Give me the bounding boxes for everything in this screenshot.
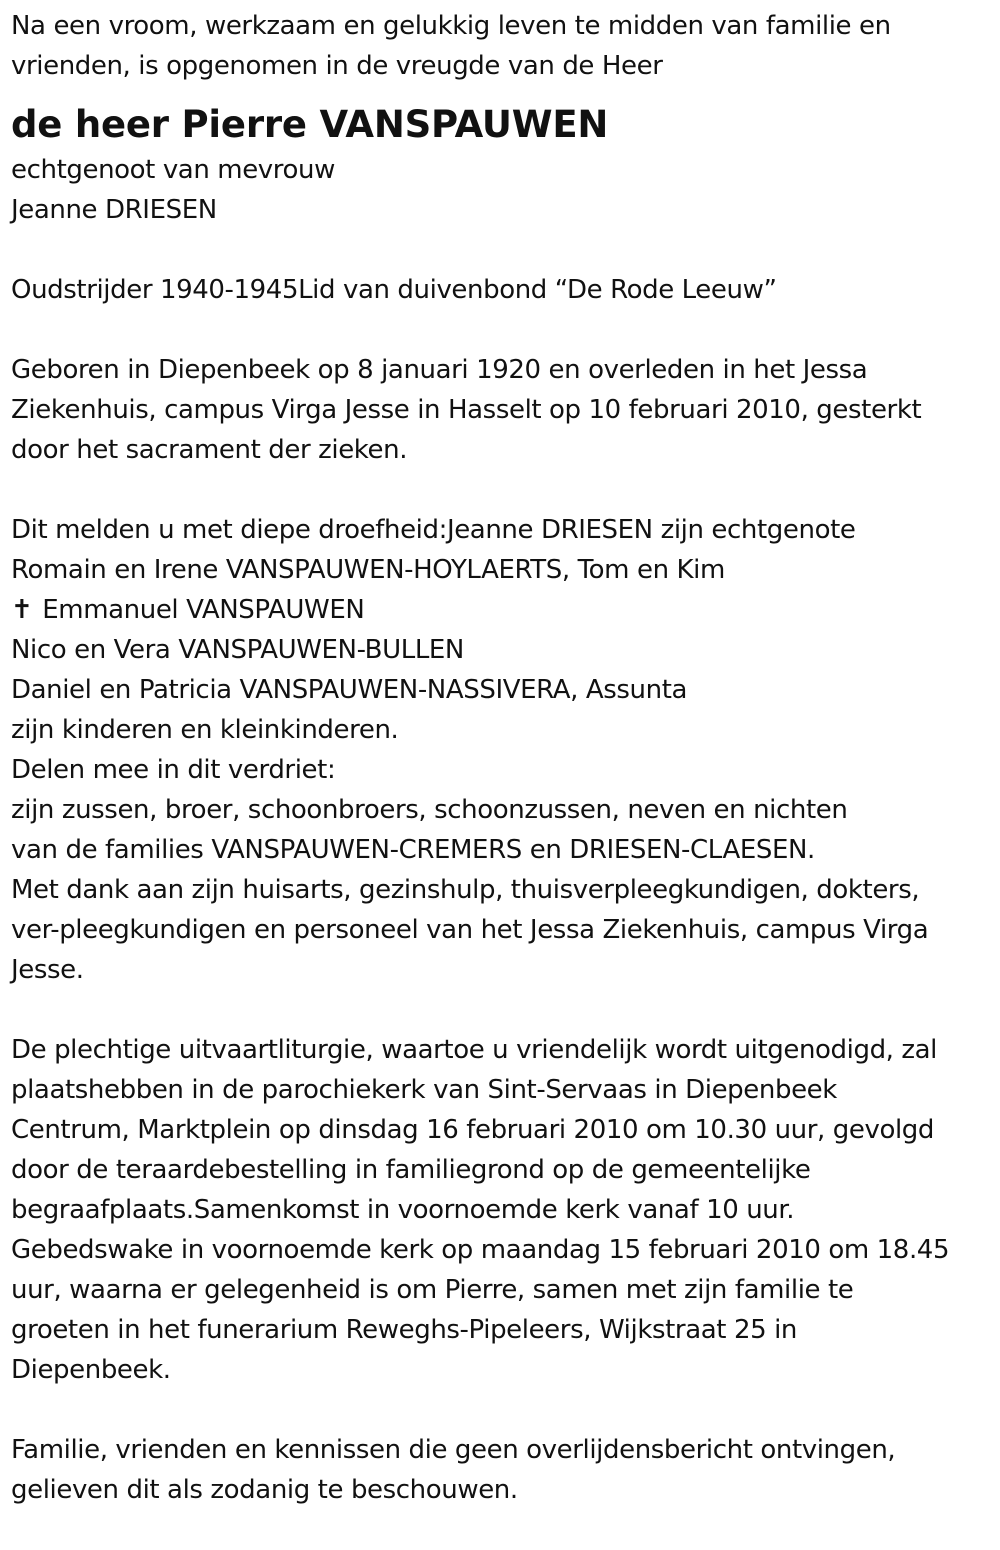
spacer xyxy=(11,1390,996,1430)
funeral-line: plaatshebben in de parochiekerk van Sint-Servaas in Diepenbeek xyxy=(11,1075,837,1105)
funeral-line: Diepenbeek. xyxy=(11,1355,171,1385)
closing-line: gelieven dit als zodanig te beschouwen. xyxy=(11,1475,518,1505)
funeral-line: Gebedswake in voornoemde kerk op maandag 15 februari 2010 om 18.45 xyxy=(11,1235,950,1265)
spouse-info xyxy=(11,150,996,230)
spouse-line: echtgenoot van mevrouw xyxy=(11,155,335,185)
spacer xyxy=(11,470,996,510)
funeral-paragraph xyxy=(11,1030,996,1390)
birth-death-paragraph xyxy=(11,350,996,470)
funeral-line: Centrum, Marktplein op dinsdag 16 februari 2010 om 10.30 uur, gevolgd xyxy=(11,1115,934,1145)
closing-line: Familie, vrienden en kennissen die geen overlijdensbericht ontvingen, xyxy=(11,1435,896,1465)
birth-death-line: Ziekenhuis, campus Virga Jesse in Hasselt op 10 februari 2010, gesterkt xyxy=(11,395,922,425)
deceased-name: de heer Pierre VANSPAUWEN xyxy=(11,103,609,146)
family-line: Daniel en Patricia VANSPAUWEN-NASSIVERA, Assunta xyxy=(11,675,688,705)
family-line: zijn kinderen en kleinkinderen. xyxy=(11,715,399,745)
spacer xyxy=(11,230,996,270)
family-line: ver-pleegkundigen en personeel van het Jessa Ziekenhuis, campus Virga xyxy=(11,915,929,945)
spacer xyxy=(11,990,996,1030)
birth-death-line: door het sacrament der zieken. xyxy=(11,435,408,465)
titles-line: Oudstrijder 1940-1945Lid van duivenbond “De Rode Leeuw” xyxy=(11,275,777,305)
intro-line: vrienden, is opgenomen in de vreugde van de Heer xyxy=(11,51,663,81)
funeral-line: begraafplaats.Samenkomst in voornoemde kerk vanaf 10 uur. xyxy=(11,1195,795,1225)
funeral-line: De plechtige uitvaartliturgie, waartoe u vriendelijk wordt uitgenodigd, zal xyxy=(11,1035,938,1065)
family-line: Jesse. xyxy=(11,955,84,985)
family-line: Met dank aan zijn huisarts, gezinshulp, thuisverpleegkundigen, dokters, xyxy=(11,875,920,905)
funeral-line: uur, waarna er gelegenheid is om Pierre, samen met zijn familie te xyxy=(11,1275,854,1305)
intro-line: Na een vroom, werkzaam en gelukkig leven te midden van familie en xyxy=(11,11,891,41)
family-line: Dit melden u met diepe droefheid:Jeanne DRIESEN zijn echtgenote xyxy=(11,515,856,545)
family-paragraph xyxy=(11,510,996,990)
family-line: Romain en Irene VANSPAUWEN-HOYLAERTS, Tom en Kim xyxy=(11,555,725,585)
family-line: van de families VANSPAUWEN-CREMERS en DRIESEN-CLAESEN. xyxy=(11,835,815,865)
intro-paragraph xyxy=(11,6,996,86)
funeral-line: groeten in het funerarium Reweghs-Pipeleers, Wijkstraat 25 in xyxy=(11,1315,797,1345)
family-line-deceased-child xyxy=(11,590,996,630)
closing-paragraph xyxy=(11,1430,996,1510)
funeral-line: door de teraardebestelling in familiegrond op de gemeentelijke xyxy=(11,1155,811,1185)
family-line: Delen mee in dit verdriet: xyxy=(11,755,336,785)
family-line-text: Emmanuel VANSPAUWEN xyxy=(42,595,365,625)
obituary-notice xyxy=(11,6,996,1510)
birth-death-line: Geboren in Diepenbeek op 8 januari 1920 en overleden in het Jessa xyxy=(11,355,868,385)
family-line: Nico en Vera VANSPAUWEN-BULLEN xyxy=(11,635,464,665)
spacer xyxy=(11,310,996,350)
family-line: zijn zussen, broer, schoonbroers, schoonzussen, neven en nichten xyxy=(11,795,848,825)
cross-icon: ✝ xyxy=(11,595,33,625)
spouse-line: Jeanne DRIESEN xyxy=(11,195,217,225)
